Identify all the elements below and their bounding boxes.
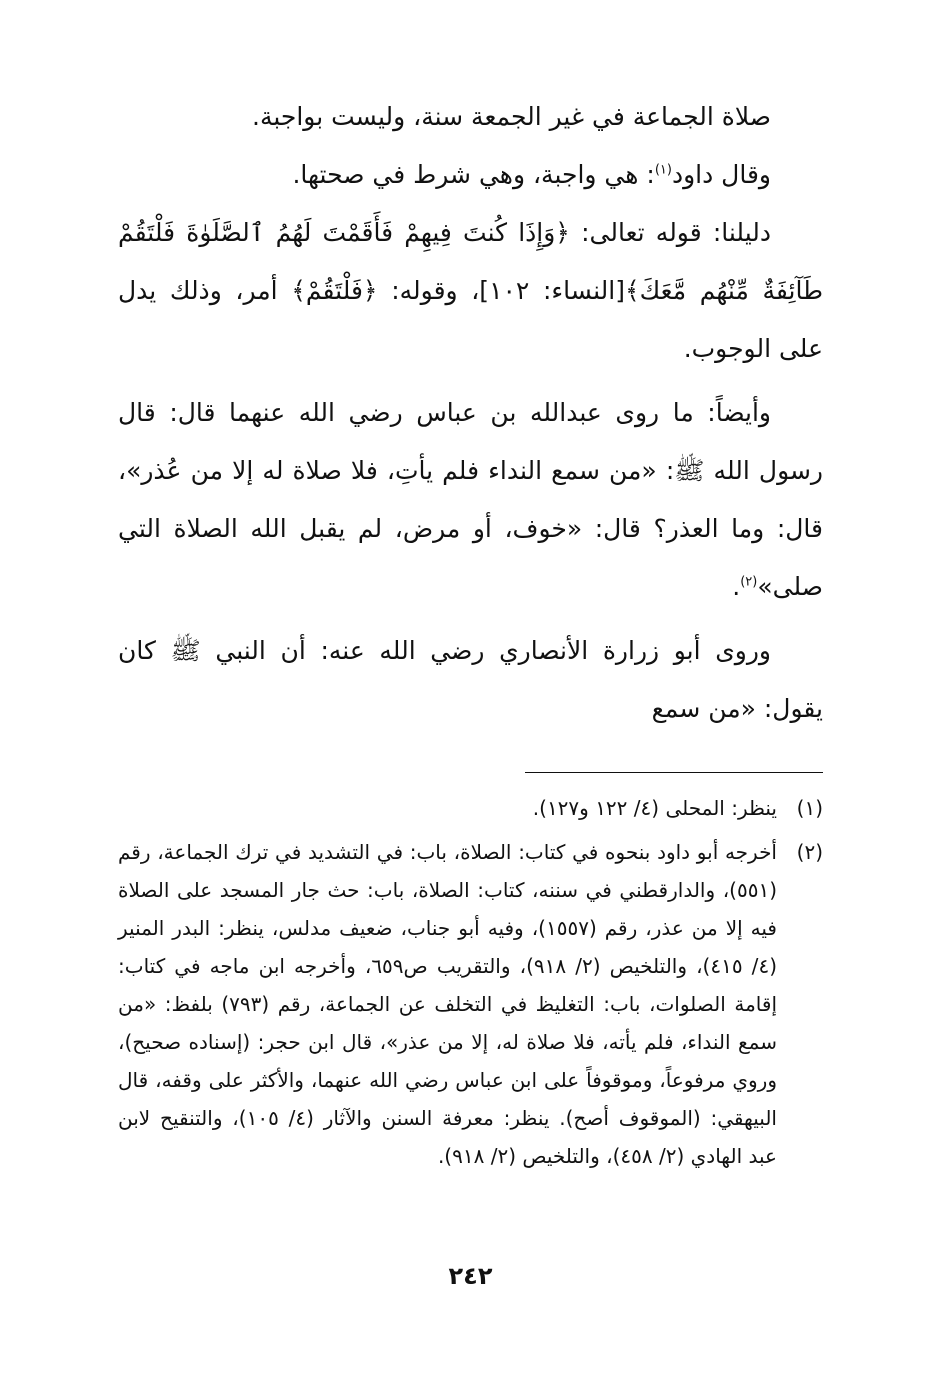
paragraph-2-start: وقال داود xyxy=(671,160,771,189)
paragraph-3-intro: دليلنا: قوله تعالى: xyxy=(569,218,771,247)
footnote-ref-1[interactable]: (١) xyxy=(654,162,672,178)
footnote-1 xyxy=(118,789,823,827)
paragraph-4-end: . xyxy=(732,572,741,601)
paragraph-3 xyxy=(118,204,823,378)
quran-verse: ﴿وَإِذَا كُنتَ فِيهِمْ فَأَقَمْتَ لَهُمُ ٱلصَّلَوٰةَ فَلْتَقُمْ طَآئِفَةٌ مِّنْهُم مَّعَكَ﴾ xyxy=(118,218,823,305)
footnote-2 xyxy=(118,833,823,1175)
footnote-1-number: (١) xyxy=(796,796,823,820)
paragraph-4-text: وأيضاً: ما روى عبدالله بن عباس رضي الله عنهما قال: قال رسول الله ﷺ: «من سمع النداء فلم يأتِ، فلا صلاة له إلا من عُذر»، قال: وما العذر؟ قال: «خوف، أو مرض، لم يقبل الله الصلاة التي صلى» xyxy=(118,398,823,601)
footnote-divider xyxy=(525,772,823,773)
footnote-2-number: (٢) xyxy=(796,840,823,864)
paragraph-2 xyxy=(118,146,823,204)
footnote-ref-2[interactable]: (٢) xyxy=(740,574,758,590)
paragraph-1: صلاة الجماعة في غير الجمعة سنة، وليست بواجبة. xyxy=(252,102,771,131)
verse-citation: [النساء: ١٠٢] xyxy=(479,276,625,305)
footnotes xyxy=(118,789,823,1175)
main-text xyxy=(118,88,823,738)
paragraph-5: وروى أبو زرارة الأنصاري رضي الله عنه: أن النبي ﷺ كان يقول: «من سمع xyxy=(118,636,823,723)
book-page xyxy=(118,88,823,1181)
paragraph-3-end: أمر، وذلك يدل على الوجوب. xyxy=(118,276,823,363)
page-number: ٢٤٢ xyxy=(448,1262,493,1290)
paragraph-4 xyxy=(118,384,823,616)
quran-word: ﴿فَلْتَقُمْ﴾ xyxy=(291,276,378,305)
footnote-2-text: أخرجه أبو داود بنحوه في كتاب: الصلاة، باب: في التشديد في ترك الجماعة، رقم (٥٥١)، والدارقطني في سننه، كتاب: الصلاة، باب: حث جار المسجد على الصلاة فيه إلا من عذر، رقم (١٥٥٧)، وفيه أبو جناب، ضعيف مدلس، ينظر: البدر المنير (٤/ ٤١٥)، والتلخيص (٢/ ٩١٨)، والتقريب ص٦٥٩، وأخرجه ابن ماجه في كتاب: إقامة الصلوات، باب: التغليظ في التخلف عن الجماعة، رقم (٧٩٣) بلفظ: «من سمع النداء، فلم يأته، فلا صلاة له، إلا من عذر»، قال ابن حجر: (إسناده صحيح)، وروي مرفوعاً، وموقوفاً على ابن عباس رضي الله عنهما، والأكثر على وقفه، قال البيهقي: (الموقوف أصح). ينظر: معرفة السنن والآثار (٤/ ١٠٥)، والتنقيح لابن عبد الهادي (٢/ ٤٥٨)، والتلخيص (٢/ ٩١٨). xyxy=(118,840,777,1168)
paragraph-2-end: : هي واجبة، وهي شرط في صحتها. xyxy=(292,160,655,189)
footnote-1-text: ينظر: المحلى (٤/ ١٢٢ و١٢٧). xyxy=(532,796,777,820)
paragraph-3-mid: ، وقوله: xyxy=(377,276,480,305)
